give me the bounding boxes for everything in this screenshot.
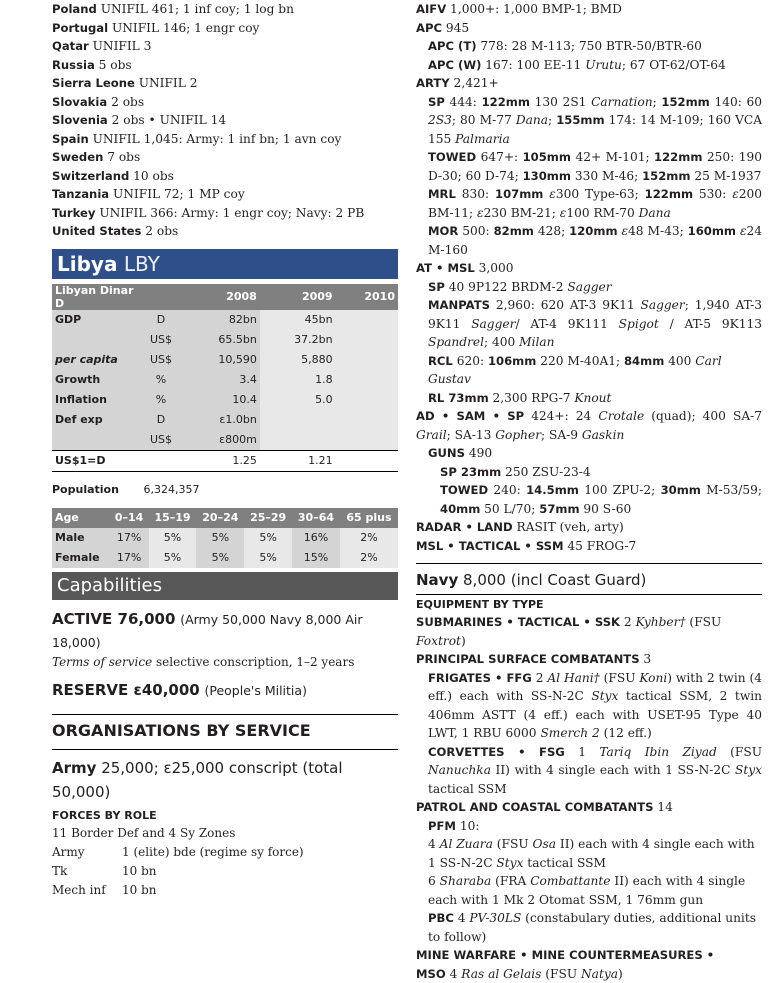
age-cell: 5% bbox=[149, 548, 197, 568]
econ-cell bbox=[52, 330, 138, 350]
age-row bbox=[52, 548, 398, 568]
army-unit-name: Tk bbox=[52, 862, 122, 881]
econ-header-row bbox=[52, 284, 398, 310]
econ-cell: Growth bbox=[52, 370, 138, 390]
apc-t-line: APC (T) 778: 28 M-113; 750 BTR-50/BTR-60 bbox=[416, 37, 762, 56]
econ-cell: 10,590 bbox=[184, 350, 260, 370]
army-zones: 11 Border Def and 4 Sy Zones bbox=[52, 824, 398, 843]
at-msl-line: AT • MSL 3,000 bbox=[416, 259, 762, 278]
deployment-detail: UNIFIL 366: Army: 1 engr coy; Navy: 2 PB bbox=[99, 206, 364, 220]
frigates-line: FRIGATES • FFG 2 Al Hani† (FSU Koni) with 2 twin (4 eff.) each with SS-N-2C Styx tactical SSM, 2 twin 406mm ASTT (4 eff.) each with USET-95 Type 40 LWT, 1 RBU 6000 Smerch 2 (12 eff.) bbox=[416, 669, 762, 743]
age-header-cell: 20–24 bbox=[196, 508, 244, 528]
terms-text: selective conscription, 1–2 years bbox=[156, 655, 354, 669]
age-cell: 5% bbox=[196, 548, 244, 568]
econ-cell: ε1.0bn bbox=[184, 410, 260, 430]
econ-cell bbox=[260, 410, 336, 430]
deployment-country: Russia bbox=[52, 58, 95, 72]
navy-detail: 8,000 (incl Coast Guard) bbox=[463, 571, 646, 589]
econ-cell bbox=[336, 410, 398, 430]
econ-header-unit bbox=[138, 284, 184, 310]
arty-towed-line: TOWED 647+: 105mm 42+ M-101; 122mm 250: 190 D-30; 60 D-74; 130mm 330 M-46; 152mm 25 M-1937 bbox=[416, 148, 762, 185]
rl-line: RL 73mm 2,300 RPG-7 Knout bbox=[416, 389, 762, 408]
aifv-line: AIFV 1,000+: 1,000 BMP-1; BMD bbox=[416, 0, 762, 19]
econ-cell: US$ bbox=[138, 330, 184, 350]
econ-cell: 65.5bn bbox=[184, 330, 260, 350]
active-detail: (Army 50,000 Navy 8,000 Air 18,000) bbox=[52, 612, 363, 650]
deployment-item bbox=[52, 148, 398, 167]
deployment-detail: UNIFIL 72; 1 MP coy bbox=[113, 187, 245, 201]
country-header bbox=[52, 249, 398, 279]
econ-cell: 37.2bn bbox=[260, 330, 336, 350]
country-name: Libya bbox=[57, 252, 117, 276]
army-unit-name: Mech inf bbox=[52, 881, 122, 900]
econ-row bbox=[52, 430, 398, 451]
usd-rate-unit bbox=[138, 450, 184, 471]
deployment-detail: 2 obs bbox=[145, 224, 178, 238]
econ-cell: 1.8 bbox=[260, 370, 336, 390]
corvettes-line: CORVETTES • FSG 1 Tariq Ibin Ziyad (FSU Nanuchka II) with 4 single each with 1 SS-N-2C Styx tactical SSM bbox=[416, 743, 762, 799]
rcl-line: RCL 620: 106mm 220 M-40A1; 84mm 400 Carl Gustav bbox=[416, 352, 762, 389]
age-header-cell: 15–19 bbox=[149, 508, 197, 528]
econ-cell: 10.4 bbox=[184, 390, 260, 410]
econ-header-label: Libyan Dinar D bbox=[52, 284, 138, 310]
navy-label: Navy bbox=[416, 571, 458, 589]
army-unit-name: Army bbox=[52, 843, 122, 862]
deployment-country: Slovenia bbox=[52, 113, 108, 127]
age-row bbox=[52, 528, 398, 548]
age-header-cell: 0–14 bbox=[110, 508, 149, 528]
econ-row bbox=[52, 330, 398, 350]
deployment-country: Portugal bbox=[52, 21, 108, 35]
msl-tactical-line: MSL • TACTICAL • SSM 45 FROG-7 bbox=[416, 537, 762, 556]
econ-cell: 45bn bbox=[260, 310, 336, 330]
econ-cell bbox=[336, 330, 398, 350]
at-sp-line: SP 40 9P122 BRDM-2 Sagger bbox=[416, 278, 762, 297]
active-label: ACTIVE 76,000 bbox=[52, 610, 175, 628]
deployment-country: Tanzania bbox=[52, 187, 109, 201]
econ-row bbox=[52, 390, 398, 410]
pbc-line: PBC 4 PV-30LS (constabulary duties, additional units to follow) bbox=[416, 909, 762, 946]
army-unit-value: 1 (elite) bde (regime sy force) bbox=[122, 845, 304, 859]
econ-row bbox=[52, 350, 398, 370]
deployment-item bbox=[52, 111, 398, 130]
left-column bbox=[52, 0, 398, 900]
age-header-cell: 25–29 bbox=[244, 508, 292, 528]
age-cell: 15% bbox=[292, 548, 340, 568]
econ-cell bbox=[336, 430, 398, 451]
age-table bbox=[52, 508, 398, 568]
usd-rate-2009: 1.21 bbox=[260, 450, 336, 471]
guns-sp-line: SP 23mm 250 ZSU-23-4 bbox=[416, 463, 762, 482]
deployment-country: Poland bbox=[52, 2, 97, 16]
principal-surface-line: PRINCIPAL SURFACE COMBATANTS 3 bbox=[416, 650, 762, 669]
forces-by-role: FORCES BY ROLE bbox=[52, 807, 398, 824]
guns-line: GUNS 490 bbox=[416, 444, 762, 463]
arty-line: ARTY 2,421+ bbox=[416, 74, 762, 93]
arty-mor-line: MOR 500: 82mm 428; 120mm ε48 M-43; 160mm ε24 M-160 bbox=[416, 222, 762, 259]
deployment-detail: 2 obs • UNIFIL 14 bbox=[112, 113, 226, 127]
deployment-item bbox=[52, 167, 398, 186]
age-header-cell: 30–64 bbox=[292, 508, 340, 528]
army-detail: 25,000; ε25,000 conscript (total 50,000) bbox=[52, 759, 343, 801]
age-cell: 2% bbox=[340, 528, 398, 548]
reserve-label: RESERVE ε40,000 bbox=[52, 681, 200, 699]
age-cell: 17% bbox=[110, 528, 149, 548]
age-cell: 2% bbox=[340, 548, 398, 568]
deployment-country: Qatar bbox=[52, 39, 89, 53]
population-value: 6,324,357 bbox=[144, 483, 200, 496]
pfm-sharaba-line: 6 Sharaba (FRA Combattante II) each with 4 single each with 1 Mk 2 Otomat SSM, 1 76mm gun bbox=[416, 872, 762, 909]
terms-of-service bbox=[52, 654, 398, 671]
age-header-row bbox=[52, 508, 398, 528]
age-cell: 17% bbox=[110, 548, 149, 568]
age-cell: 5% bbox=[244, 548, 292, 568]
econ-header-2008: 2008 bbox=[184, 284, 260, 310]
country-code: LBY bbox=[124, 252, 160, 276]
econ-row bbox=[52, 310, 398, 330]
population-label: Population bbox=[52, 478, 140, 502]
army-unit-row bbox=[52, 843, 398, 862]
age-cell: 16% bbox=[292, 528, 340, 548]
deployment-item bbox=[52, 37, 398, 56]
econ-cell bbox=[52, 430, 138, 451]
reserve-detail: (People's Militia) bbox=[205, 683, 307, 698]
deployment-item bbox=[52, 56, 398, 75]
econ-header-2010: 2010 bbox=[336, 284, 398, 310]
submarines-line: SUBMARINES • TACTICAL • SSK 2 Kyhber† (FSU Foxtrot) bbox=[416, 613, 762, 650]
deployment-item bbox=[52, 185, 398, 204]
age-header-cell: 65 plus bbox=[340, 508, 398, 528]
age-cell: Male bbox=[52, 528, 110, 548]
population bbox=[52, 478, 398, 502]
pfm-osa-line: 4 Al Zuara (FSU Osa II) each with 4 single each with 1 SS-N-2C Styx tactical SSM bbox=[416, 835, 762, 872]
econ-row bbox=[52, 370, 398, 390]
divider bbox=[52, 749, 398, 750]
deployment-detail: UNIFIL 146; 1 engr coy bbox=[112, 21, 259, 35]
econ-cell: D bbox=[138, 310, 184, 330]
age-cell: 5% bbox=[244, 528, 292, 548]
econ-cell: 3.4 bbox=[184, 370, 260, 390]
econ-cell bbox=[336, 370, 398, 390]
deployment-detail: UNIFIL 461; 1 inf coy; 1 log bn bbox=[101, 2, 294, 16]
econ-cell: 5,880 bbox=[260, 350, 336, 370]
arty-mrl-line: MRL 830: 107mm ε300 Type-63; 122mm 530: ε200 BM-11; ε230 BM-21; ε100 RM-70 Dana bbox=[416, 185, 762, 222]
econ-header-2009: 2009 bbox=[260, 284, 336, 310]
econ-cell: D bbox=[138, 410, 184, 430]
navy-heading bbox=[416, 568, 762, 592]
org-title: ORGANISATIONS BY SERVICE bbox=[52, 715, 398, 745]
econ-cell: GDP bbox=[52, 310, 138, 330]
patrol-line: PATROL AND COASTAL COMBATANTS 14 bbox=[416, 798, 762, 817]
econ-cell bbox=[260, 430, 336, 451]
army-label: Army bbox=[52, 759, 96, 777]
usd-rate-row bbox=[52, 450, 398, 471]
econ-cell: 82bn bbox=[184, 310, 260, 330]
econ-cell: US$ bbox=[138, 350, 184, 370]
apc-line: APC 945 bbox=[416, 19, 762, 38]
econ-cell: Def exp bbox=[52, 410, 138, 430]
radar-line: RADAR • LAND RASIT (veh, arty) bbox=[416, 518, 762, 537]
deployment-country: Slovakia bbox=[52, 95, 107, 109]
deployment-item bbox=[52, 204, 398, 223]
army-unit-row bbox=[52, 862, 398, 881]
army-unit-value: 10 bn bbox=[122, 883, 157, 897]
deployment-detail: UNIFIL 3 bbox=[93, 39, 152, 53]
active-strength bbox=[52, 608, 398, 654]
deployment-item bbox=[52, 19, 398, 38]
ad-sam-line: AD • SAM • SP 424+: 24 Crotale (quad); 400 SA-7 Grail; SA-13 Gopher; SA-9 Gaskin bbox=[416, 407, 762, 444]
army-unit-value: 10 bn bbox=[122, 864, 157, 878]
manpats-line: MANPATS 2,960: 620 AT-3 9K11 Sagger; 1,940 AT-3 9K11 Sagger/ AT-4 9K111 Spigot / AT-5 9K113 Spandrel; 400 Milan bbox=[416, 296, 762, 352]
reserve-strength bbox=[52, 679, 398, 702]
deployment-item bbox=[52, 130, 398, 149]
econ-cell bbox=[336, 390, 398, 410]
guns-towed-line: TOWED 240: 14.5mm 100 ZPU-2; 30mm M-53/59; 40mm 50 L/70; 57mm 90 S-60 bbox=[416, 481, 762, 518]
econ-cell: Inflation bbox=[52, 390, 138, 410]
army-units bbox=[52, 843, 398, 900]
econ-cell: 5.0 bbox=[260, 390, 336, 410]
econ-cell bbox=[336, 350, 398, 370]
deployment-item bbox=[52, 74, 398, 93]
mso-line: MSO 4 Ras al Gelais (FSU Natya) bbox=[416, 965, 762, 983]
usd-rate-2010 bbox=[336, 450, 398, 471]
usd-rate-2008: 1.25 bbox=[184, 450, 260, 471]
deployment-detail: 10 obs bbox=[133, 169, 174, 183]
age-header-cell: Age bbox=[52, 508, 110, 528]
deployment-item bbox=[52, 222, 398, 241]
army-heading bbox=[52, 756, 398, 804]
right-column bbox=[416, 0, 762, 983]
econ-cell: ε800m bbox=[184, 430, 260, 451]
econ-cell: US$ bbox=[138, 430, 184, 451]
army-unit-row bbox=[52, 881, 398, 900]
deployment-country: Sierra Leone bbox=[52, 76, 135, 90]
divider bbox=[416, 594, 762, 595]
econ-row bbox=[52, 410, 398, 430]
econ-cell: per capita bbox=[52, 350, 138, 370]
deployment-list bbox=[52, 0, 398, 241]
arty-sp-line: SP 444: 122mm 130 2S1 Carnation; 152mm 140: 60 2S3; 80 M-77 Dana; 155mm 174: 14 M-109; 160 VCA 155 Palmaria bbox=[416, 93, 762, 149]
age-cell: 5% bbox=[149, 528, 197, 548]
pfm-line: PFM 10: bbox=[416, 817, 762, 836]
deployment-detail: UNIFIL 2 bbox=[139, 76, 198, 90]
econ-cell bbox=[336, 310, 398, 330]
deployment-country: Turkey bbox=[52, 206, 95, 220]
usd-rate-label: US$1=D bbox=[52, 450, 138, 471]
econ-cell: % bbox=[138, 370, 184, 390]
divider bbox=[416, 563, 762, 564]
deployment-detail: UNIFIL 1,045: Army: 1 inf bn; 1 avn coy bbox=[93, 132, 342, 146]
deployment-country: Sweden bbox=[52, 150, 103, 164]
deployment-detail: 7 obs bbox=[107, 150, 140, 164]
equipment-by-type: EQUIPMENT BY TYPE bbox=[416, 596, 762, 613]
econ-cell: % bbox=[138, 390, 184, 410]
deployment-detail: 2 obs bbox=[111, 95, 144, 109]
age-cell: Female bbox=[52, 548, 110, 568]
apc-w-line: APC (W) 167: 100 EE-11 Urutu; 67 OT-62/OT-64 bbox=[416, 56, 762, 75]
capabilities-header: Capabilities bbox=[52, 572, 398, 600]
deployment-item bbox=[52, 0, 398, 19]
deployment-item bbox=[52, 93, 398, 112]
economic-table bbox=[52, 284, 398, 472]
terms-label: Terms of service bbox=[52, 655, 152, 669]
deployment-country: United States bbox=[52, 224, 141, 238]
mine-warfare-line: MINE WARFARE • MINE COUNTERMEASURES • bbox=[416, 946, 762, 965]
age-cell: 5% bbox=[196, 528, 244, 548]
deployment-country: Spain bbox=[52, 132, 89, 146]
deployment-country: Switzerland bbox=[52, 169, 129, 183]
deployment-detail: 5 obs bbox=[99, 58, 132, 72]
